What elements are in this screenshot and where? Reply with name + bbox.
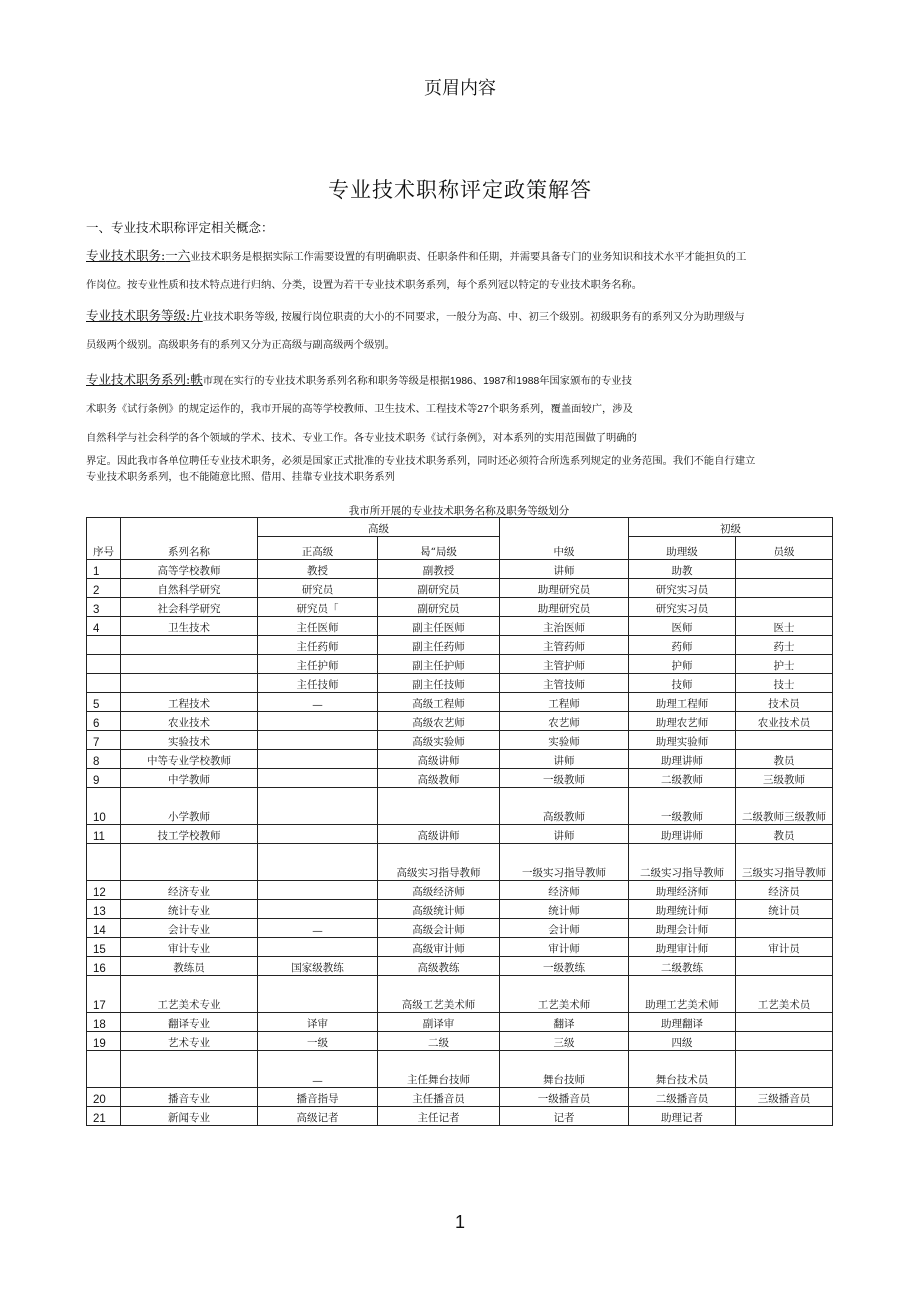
cell-full-senior: 研究员 <box>258 579 378 598</box>
table-row <box>87 674 833 693</box>
cell-no <box>87 655 121 674</box>
cell-series-name: 中等专业学校教师 <box>121 750 258 769</box>
cell-vice-senior: 副主任护师 <box>378 655 500 674</box>
cell-middle: 高级教师 <box>500 788 629 825</box>
cell-series-name: 实验技术 <box>121 731 258 750</box>
cell-assistant: 助理农艺师 <box>629 712 736 731</box>
cell-staff: 药士 <box>736 636 833 655</box>
cell-staff: 审计员 <box>736 938 833 957</box>
cell-full-senior <box>258 900 378 919</box>
cell-staff: 三级教师 <box>736 769 833 788</box>
paragraph-professional-post <box>86 242 836 299</box>
cell-no: 5 <box>87 693 121 712</box>
cell-middle: 讲师 <box>500 750 629 769</box>
cell-staff <box>736 1032 833 1051</box>
cell-no <box>87 1051 121 1088</box>
paragraph-text: 作岗位。按专业性质和技术特点进行归纳、分类，设置为若干专业技术职务系列，每个系列冠以特定的专业技术职务名称。 <box>86 279 643 291</box>
cell-assistant: 助教 <box>629 560 736 579</box>
cell-full-senior <box>258 769 378 788</box>
cell-full-senior: 高级记者 <box>258 1107 378 1126</box>
cell-staff: 三级播音员 <box>736 1088 833 1107</box>
cell-series-name: 高等学校教师 <box>121 560 258 579</box>
header-vice-senior: 曷“局级 <box>378 537 500 560</box>
section-heading: 一、专业技术职称评定相关概念： <box>86 220 274 235</box>
cell-staff <box>736 957 833 976</box>
cell-full-senior <box>258 976 378 1013</box>
cell-middle: 舞台技师 <box>500 1051 629 1088</box>
table-row <box>87 1088 833 1107</box>
cell-vice-senior: 高级统计师 <box>378 900 500 919</box>
cell-middle: 记者 <box>500 1107 629 1126</box>
cell-assistant: 研究实习员 <box>629 598 736 617</box>
document-title: 专业技术职称评定政策解答 <box>328 178 592 202</box>
cell-no: 19 <box>87 1032 121 1051</box>
header-assistant: 助理级 <box>629 537 736 560</box>
cell-no: 13 <box>87 900 121 919</box>
cell-series-name: 审计专业 <box>121 938 258 957</box>
cell-series-name: 会计专业 <box>121 919 258 938</box>
paragraph-post-series: 专业技术职务系列:軼市现在实行的专业技术职务系列名称和职务等级是根据1986、1987和1988年国家颁布的专业技 术职务《试行条例》的规定运作的，我市开展的高等学校教师、卫生技术、工程技术等27个职务系列，覆盖面较广，涉及 自然科学与社会科学的各个领域的学术、技术、专业工作。各专业技术职务《试行条例》，对本系列的实用范围做了明确的 界定。因此我市各单位聘任专业技术职务，必须是国家正式批准的专业技术职务系列，同时还必须符合所选系列规定的业务范围。我们不能自行建立 专业技术职务系列，也不能随意比照、借用、挂靠专业技术职务系列 <box>86 372 756 483</box>
cell-no: 21 <box>87 1107 121 1126</box>
cell-no <box>87 844 121 881</box>
cell-staff <box>736 1107 833 1126</box>
cell-assistant: 舞台技术员 <box>629 1051 736 1088</box>
header-staff: 员级 <box>736 537 833 560</box>
cell-series-name: 播音专业 <box>121 1088 258 1107</box>
table-row <box>87 900 833 919</box>
cell-no: 2 <box>87 579 121 598</box>
cell-vice-senior: 高级讲师 <box>378 825 500 844</box>
table-row <box>87 1107 833 1126</box>
cell-vice-senior: 副研究员 <box>378 579 500 598</box>
cell-full-senior: 主任技师 <box>258 674 378 693</box>
cell-assistant: 助理工艺美术师 <box>629 976 736 1013</box>
table-row <box>87 750 833 769</box>
paragraph-text: 业技术职务是根据实际工作需要设置的有明确职责、任职条件和任期，并需要具备专门的业务知识和技术水平才能担负的工 <box>190 251 747 263</box>
cell-assistant: 护师 <box>629 655 736 674</box>
cell-series-name <box>121 636 258 655</box>
cell-vice-senior: 高级经济师 <box>378 881 500 900</box>
table-row <box>87 844 833 881</box>
table-row <box>87 693 833 712</box>
table-row <box>87 598 833 617</box>
cell-vice-senior <box>378 788 500 825</box>
cell-full-senior: 研究员「 <box>258 598 378 617</box>
cell-full-senior: — <box>258 693 378 712</box>
cell-middle: 主治医师 <box>500 617 629 636</box>
cell-assistant: 四级 <box>629 1032 736 1051</box>
cell-middle: 主管药师 <box>500 636 629 655</box>
cell-vice-senior: 副主任医师 <box>378 617 500 636</box>
table-row <box>87 938 833 957</box>
page-number: 1 <box>454 1212 465 1232</box>
cell-vice-senior: 高级教练 <box>378 957 500 976</box>
cell-middle: 一级实习指导教师 <box>500 844 629 881</box>
cell-series-name <box>121 844 258 881</box>
cell-assistant: 研究实习员 <box>629 579 736 598</box>
cell-no: 17 <box>87 976 121 1013</box>
cell-middle: 讲师 <box>500 560 629 579</box>
cell-vice-senior: 高级农艺师 <box>378 712 500 731</box>
table-row <box>87 769 833 788</box>
cell-full-senior: 教授 <box>258 560 378 579</box>
cell-staff <box>736 579 833 598</box>
table-row <box>87 655 833 674</box>
table-row <box>87 1051 833 1088</box>
cell-vice-senior: 高级工程师 <box>378 693 500 712</box>
cell-assistant: 助理讲师 <box>629 750 736 769</box>
cell-no: 4 <box>87 617 121 636</box>
cell-middle: 助理研究员 <box>500 579 629 598</box>
term-label: 专业技术职务:一六 <box>86 248 191 263</box>
cell-full-senior <box>258 731 378 750</box>
title-levels-table <box>86 517 833 1126</box>
cell-series-name: 自然科学研究 <box>121 579 258 598</box>
cell-full-senior <box>258 788 378 825</box>
cell-vice-senior: 高级实习指导教师 <box>378 844 500 881</box>
cell-staff <box>736 731 833 750</box>
cell-full-senior: 一级 <box>258 1032 378 1051</box>
cell-staff: 二级教师三级教师 <box>736 788 833 825</box>
cell-assistant: 助理经济师 <box>629 881 736 900</box>
cell-full-senior: 播音指导 <box>258 1088 378 1107</box>
cell-assistant: 二级实习指导教师 <box>629 844 736 881</box>
cell-staff: 经济员 <box>736 881 833 900</box>
cell-middle: 助理研究员 <box>500 598 629 617</box>
header-junior: 初级 <box>629 518 833 537</box>
cell-vice-senior: 高级审计师 <box>378 938 500 957</box>
cell-staff <box>736 919 833 938</box>
cell-no: 7 <box>87 731 121 750</box>
cell-middle: 工艺美术师 <box>500 976 629 1013</box>
table-row <box>87 976 833 1013</box>
cell-no: 1 <box>87 560 121 579</box>
cell-no: 9 <box>87 769 121 788</box>
cell-staff: 工艺美术员 <box>736 976 833 1013</box>
table-row <box>87 788 833 825</box>
cell-staff: 护士 <box>736 655 833 674</box>
cell-vice-senior: 副研究员 <box>378 598 500 617</box>
cell-series-name <box>121 1051 258 1088</box>
cell-assistant: 二级教练 <box>629 957 736 976</box>
cell-assistant: 技师 <box>629 674 736 693</box>
cell-middle: 一级教师 <box>500 769 629 788</box>
cell-full-senior <box>258 844 378 881</box>
cell-assistant: 助理记者 <box>629 1107 736 1126</box>
table-row <box>87 560 833 579</box>
page-header: 页眉内容 <box>424 78 496 99</box>
cell-full-senior: 国家级教练 <box>258 957 378 976</box>
cell-middle: 三级 <box>500 1032 629 1051</box>
table-row <box>87 617 833 636</box>
cell-assistant: 助理统计师 <box>629 900 736 919</box>
cell-series-name: 翻译专业 <box>121 1013 258 1032</box>
cell-vice-senior: 副教授 <box>378 560 500 579</box>
cell-staff <box>736 1051 833 1088</box>
header-no: 序号 <box>87 518 121 560</box>
cell-no: 3 <box>87 598 121 617</box>
cell-series-name <box>121 674 258 693</box>
cell-staff: 教员 <box>736 750 833 769</box>
cell-no <box>87 674 121 693</box>
cell-no <box>87 636 121 655</box>
cell-no: 20 <box>87 1088 121 1107</box>
cell-full-senior: — <box>258 919 378 938</box>
cell-middle: 实验师 <box>500 731 629 750</box>
cell-series-name: 统计专业 <box>121 900 258 919</box>
cell-vice-senior: 主任记者 <box>378 1107 500 1126</box>
cell-middle: 会计师 <box>500 919 629 938</box>
cell-full-senior: 主任护师 <box>258 655 378 674</box>
header-middle: 中级 <box>500 518 629 560</box>
cell-middle: 翻译 <box>500 1013 629 1032</box>
cell-series-name: 小学教师 <box>121 788 258 825</box>
cell-vice-senior: 高级会计师 <box>378 919 500 938</box>
cell-no: 11 <box>87 825 121 844</box>
cell-no: 12 <box>87 881 121 900</box>
cell-no: 6 <box>87 712 121 731</box>
table-caption: 我市所开展的专业技术职务名称及职务等级划分 <box>348 505 570 517</box>
cell-staff: 农业技术员 <box>736 712 833 731</box>
cell-middle: 主管技师 <box>500 674 629 693</box>
cell-middle: 经济师 <box>500 881 629 900</box>
header-senior: 高级 <box>258 518 500 537</box>
cell-staff: 统计员 <box>736 900 833 919</box>
table-row <box>87 1032 833 1051</box>
cell-series-name: 社会科学研究 <box>121 598 258 617</box>
cell-full-senior: — <box>258 1051 378 1088</box>
table-row <box>87 712 833 731</box>
cell-vice-senior: 副译审 <box>378 1013 500 1032</box>
cell-middle: 讲师 <box>500 825 629 844</box>
cell-staff: 三级实习指导教师 <box>736 844 833 881</box>
table-row <box>87 957 833 976</box>
cell-staff <box>736 1013 833 1032</box>
cell-staff: 技术员 <box>736 693 833 712</box>
cell-full-senior: 主任医师 <box>258 617 378 636</box>
paragraph-post-level <box>86 302 836 359</box>
table-row <box>87 919 833 938</box>
cell-vice-senior: 高级实验师 <box>378 731 500 750</box>
cell-series-name: 卫生技术 <box>121 617 258 636</box>
cell-assistant: 一级教师 <box>629 788 736 825</box>
cell-full-senior: 主任药师 <box>258 636 378 655</box>
cell-staff: 医士 <box>736 617 833 636</box>
cell-vice-senior: 主任舞台技师 <box>378 1051 500 1088</box>
cell-assistant: 医师 <box>629 617 736 636</box>
cell-no: 10 <box>87 788 121 825</box>
cell-staff: 技士 <box>736 674 833 693</box>
cell-no: 14 <box>87 919 121 938</box>
cell-vice-senior: 高级教师 <box>378 769 500 788</box>
cell-assistant: 助理讲师 <box>629 825 736 844</box>
cell-middle: 农艺师 <box>500 712 629 731</box>
cell-vice-senior: 高级工艺美术师 <box>378 976 500 1013</box>
cell-series-name: 新闻专业 <box>121 1107 258 1126</box>
cell-full-senior <box>258 712 378 731</box>
cell-no: 16 <box>87 957 121 976</box>
table-row <box>87 1013 833 1032</box>
cell-assistant: 助理会计师 <box>629 919 736 938</box>
paragraph-text: 业技术职务等级, 按履行岗位职责的大小的不同要求，一般分为高、中、初三个级别。初级职务有的系列又分为助理级与 <box>202 311 745 323</box>
header-full-senior: 正高级 <box>258 537 378 560</box>
cell-vice-senior: 高级讲师 <box>378 750 500 769</box>
cell-middle: 统计师 <box>500 900 629 919</box>
cell-vice-senior: 主任播音员 <box>378 1088 500 1107</box>
cell-staff <box>736 560 833 579</box>
cell-middle: 主管护师 <box>500 655 629 674</box>
cell-series-name: 中学教师 <box>121 769 258 788</box>
cell-middle: 一级教练 <box>500 957 629 976</box>
cell-series-name: 艺术专业 <box>121 1032 258 1051</box>
table-row <box>87 579 833 598</box>
cell-no: 8 <box>87 750 121 769</box>
cell-vice-senior: 副主任药师 <box>378 636 500 655</box>
cell-middle: 一级播音员 <box>500 1088 629 1107</box>
cell-assistant: 二级教师 <box>629 769 736 788</box>
cell-vice-senior: 二级 <box>378 1032 500 1051</box>
cell-series-name: 技工学校教师 <box>121 825 258 844</box>
cell-assistant: 二级播音员 <box>629 1088 736 1107</box>
paragraph-text: 员级两个级别。高级职务有的系列又分为正高级与副高级两个级别。 <box>86 339 395 351</box>
table-row <box>87 825 833 844</box>
cell-series-name: 经济专业 <box>121 881 258 900</box>
cell-series-name: 农业技术 <box>121 712 258 731</box>
cell-assistant: 助理工程师 <box>629 693 736 712</box>
header-series-name: 系列名称 <box>121 518 258 560</box>
cell-middle: 工程师 <box>500 693 629 712</box>
cell-full-senior <box>258 825 378 844</box>
cell-assistant: 助理翻译 <box>629 1013 736 1032</box>
cell-assistant: 助理实验师 <box>629 731 736 750</box>
cell-middle: 审计师 <box>500 938 629 957</box>
cell-series-name: 工艺美术专业 <box>121 976 258 1013</box>
cell-assistant: 药师 <box>629 636 736 655</box>
cell-assistant: 助理审计师 <box>629 938 736 957</box>
cell-staff: 教员 <box>736 825 833 844</box>
cell-series-name: 工程技术 <box>121 693 258 712</box>
cell-full-senior <box>258 750 378 769</box>
cell-staff <box>736 598 833 617</box>
cell-no: 15 <box>87 938 121 957</box>
table-row <box>87 636 833 655</box>
cell-full-senior <box>258 938 378 957</box>
table-row <box>87 731 833 750</box>
cell-series-name <box>121 655 258 674</box>
cell-no: 18 <box>87 1013 121 1032</box>
table-row <box>87 881 833 900</box>
cell-full-senior: 译审 <box>258 1013 378 1032</box>
cell-full-senior <box>258 881 378 900</box>
term-label: 专业技术职务系列:軼 <box>86 372 203 387</box>
table-header-row <box>87 518 833 537</box>
cell-series-name: 教练员 <box>121 957 258 976</box>
term-label: 专业技术职务等级:片 <box>86 308 203 323</box>
cell-vice-senior: 副主任技师 <box>378 674 500 693</box>
